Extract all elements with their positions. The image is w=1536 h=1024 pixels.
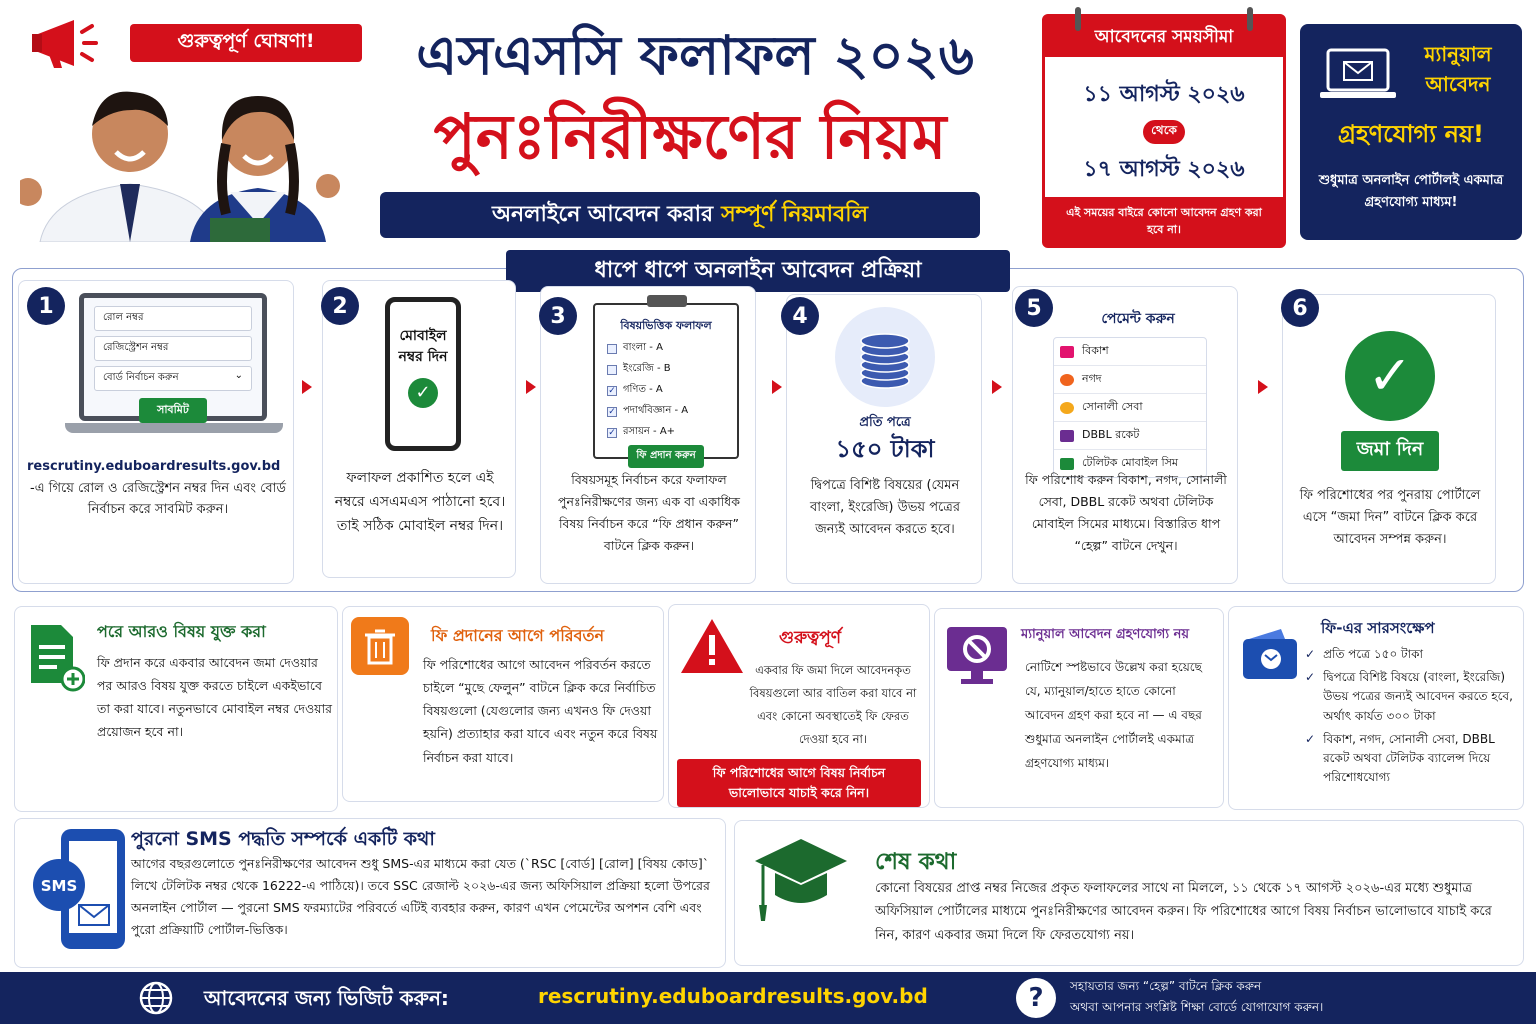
footer-help-1: সহায়তার জন্য “হেল্প” বাটনে ক্লিক করুন — [1070, 979, 1262, 993]
subject-row[interactable] — [607, 382, 725, 399]
fee-amount: ১৫০ টাকা — [835, 435, 935, 463]
checkmark-icon: ✓ — [1305, 647, 1316, 661]
step-card-2 — [322, 280, 516, 578]
title-line-2: পুনঃনিরীক্ষণের নিয়ম — [433, 100, 947, 173]
step-card-5 — [1012, 286, 1238, 584]
manual-line-2: আবেদন — [1425, 72, 1491, 96]
info-body: ফি প্রদান করে একবার আবেদন জমা দেওয়ার পর আরও বিষয় যুক্ত করতে চাইলে একইভাবে তা করা যাবে। নতুনভাবে মোবাইল নম্বর দেওয়ার প্রয়োজন হবে না। — [97, 655, 333, 740]
subject-label: বাংলা - A — [623, 342, 663, 353]
payment-method-label: DBBL রকেট — [1082, 428, 1140, 441]
badge-text: গুরুত্বপূর্ণ ঘোষণা! — [130, 24, 362, 62]
announcement-badge — [30, 14, 334, 72]
portal-link[interactable]: rescrutiny.eduboardresults.gov.bd — [27, 459, 281, 474]
subject-row[interactable] — [607, 403, 725, 420]
payment-methods — [1053, 337, 1207, 478]
laptop-form — [79, 293, 267, 421]
payment-method-label: টেলিটক মোবাইল সিম — [1082, 456, 1178, 469]
step-card-6 — [1282, 294, 1496, 584]
subject-label: রসায়ন - A+ — [623, 426, 676, 437]
subtitle-banner — [380, 192, 980, 238]
clipboard — [593, 303, 739, 459]
subtitle-part-b: সম্পূর্ণ নিয়মাবলি — [721, 201, 868, 227]
phone-icon — [385, 297, 461, 451]
phone-label: মোবাইল নম্বর দিন — [398, 328, 448, 365]
payment-method[interactable] — [1054, 366, 1206, 394]
info-card-add-subject — [14, 606, 338, 812]
subject-label: ইংরেজি - B — [623, 363, 671, 374]
list-item — [1305, 645, 1521, 664]
info-title: ম্যানুয়াল আবেদন গ্রহণযোগ্য নয় — [1021, 627, 1190, 642]
manual-not-accepted-panel — [1300, 24, 1522, 240]
laptop-base — [65, 423, 283, 433]
submit-button[interactable]: সাবমিট — [139, 398, 207, 423]
payment-method-label: নগদ — [1082, 372, 1102, 385]
check-circle-icon: ✓ — [408, 378, 438, 408]
step-number: 4 — [781, 297, 819, 335]
laptop-mail-icon — [1318, 46, 1398, 106]
step-desc: ফি পরিশোধ করুন বিকাশ, নগদ, সোনালী সেবা, DBBL রকেট অথবা টেলিটক মোবাইল সিমের মাধ্যমে। বিস্তারিত ধাপ “হেল্প” বাটনে দেখুন। — [1025, 472, 1227, 553]
info-body: ফি পরিশোধের আগে আবেদন পরিবর্তন করতে চাইলে “মুছে ফেলুন” বাটনে ক্লিক করে নির্বাচিত বিষয়গুলো (যেগুলোর জন্য এখনও ফি দেওয়া হয়নি) প্রত্যাহার করা যাবে এবং নতুন করে বিষয় নির্বাচন করা যাবে। — [423, 657, 658, 765]
megaphone-icon — [30, 14, 108, 72]
info-body: একবার ফি জমা দিলে আবেদনকৃত বিষয়গুলো আর বাতিল করা যাবে না এবং কোনো অবস্থাতেই ফি ফেরত দেওয়া হবে না। — [749, 663, 917, 746]
sonali-icon — [1060, 402, 1074, 414]
students-illustration — [20, 74, 340, 242]
bkash-icon — [1060, 346, 1074, 358]
info-title: পরে আরও বিষয় যুক্ত করা — [97, 622, 266, 641]
coins-icon — [835, 307, 935, 407]
trash-icon — [351, 617, 409, 675]
board-select[interactable] — [94, 366, 252, 391]
deadline-mid: থেকে — [1143, 120, 1185, 144]
clip-title: বিষয়ভিত্তিক ফলাফল — [620, 319, 712, 332]
sms-note-card — [14, 818, 726, 968]
step-card-4 — [786, 294, 982, 584]
sms-body: আগের বছরগুলোতে পুনঃনিরীক্ষণের আবেদন শুধু SMS-এর মাধ্যমে করা যেত (`RSC [বোর্ড] [রোল] [বিষয় কোড]` লিখে টেলিটক নম্বর থেকে 16222-এ পাঠিয়ে)। তবে SSC রেজাল্ট ২০২৬-এর জন্য অফিসিয়াল প্রক্রিয়া হলো উপরের অনলাইন পোর্টাল — পুরনো SMS ফরম্যাটের পরিবর্তে এটিই ব্যবহার করুন, কারণ এখন পেমেন্টের অপশন বেশি এবং পুরো প্রক্রিয়াটি পোর্টাল-ভিত্তিক। — [131, 856, 710, 937]
check-circle-icon: ✓ — [1345, 331, 1435, 421]
final-body: কোনো বিষয়ের প্রাপ্ত নম্বর নিজের প্রকৃত ফলাফলের সাথে না মিললে, ১১ থেকে ১৭ আগস্ট ২০২৬-এর মধ্যে শুধুমাত্র অফিসিয়াল পোর্টালের মাধ্যমে পুনঃনিরীক্ষণের আবেদন করুন। ফি পরিশোধের আগে বিষয় নির্বাচন ভালোভাবে যাচাই করে নিন, কারণ একবার জমা দিলে ফি ফেরতযোগ্য নয়। — [875, 881, 1492, 943]
per-paper-label: প্রতি পত্রে — [859, 415, 911, 430]
step-number: 1 — [27, 287, 65, 325]
deadline-calendar — [1042, 14, 1286, 248]
document-add-icon — [27, 623, 85, 693]
checkmark-icon: ✓ — [1305, 731, 1316, 746]
info-card-manual — [934, 608, 1224, 808]
info-title: ফি প্রদানের আগে পরিবর্তন — [431, 626, 605, 645]
registration-field[interactable]: রেজিস্ট্রেশন নম্বর — [94, 336, 252, 361]
checkbox-icon — [607, 365, 617, 375]
list-item-text: দ্বিপত্রে বিশিষ্ট বিষয়ে (বাংলা, ইংরেজি) উভয় পত্রের জন্যই আবেদন করতে হবে, অর্থাৎ কার্যত ৩০০ টাকা — [1323, 670, 1513, 723]
payment-method[interactable] — [1054, 394, 1206, 422]
step-desc: -এ গিয়ে রোল ও রেজিস্ট্রেশন নম্বর দিন এবং বোর্ড নির্বাচন করে সাবমিট করুন। — [30, 481, 286, 517]
deadline-to: ১৭ আগস্ট ২০২৬ — [1083, 157, 1245, 182]
wallet-icon — [1241, 627, 1301, 681]
step-card-3 — [540, 286, 756, 584]
payment-method[interactable] — [1054, 338, 1206, 366]
manual-line-3: গ্রহণযোগ্য নয়! — [1338, 120, 1484, 148]
fee-summary-list — [1305, 645, 1521, 787]
step-desc: ফি পরিশোধের পর পুনরায় পোর্টালে এসে “জমা দিন” বাটনে ক্লিক করে আবেদন সম্পন্ন করুন। — [1299, 488, 1481, 548]
rocket-icon — [1060, 430, 1074, 442]
step-desc: ফলাফল প্রকাশিত হলে এই নম্বরে এসএমএস পাঠানো হবে। তাই সঠিক মোবাইল নম্বর দিন। — [334, 470, 506, 534]
list-item-text: প্রতি পত্রে ১৫০ টাকা — [1323, 647, 1423, 661]
step-number: 6 — [1281, 289, 1319, 327]
payment-method-label: সোনালী সেবা — [1082, 400, 1143, 413]
step-number: 5 — [1015, 289, 1053, 327]
manual-note: শুধুমাত্র অনলাইন পোর্টালই একমাত্র গ্রহণযোগ্য মাধ্যম! — [1318, 173, 1504, 211]
checkbox-checked-icon: ✓ — [608, 385, 616, 396]
warning-icon — [679, 617, 745, 675]
graduation-cap-icon — [753, 833, 849, 923]
title-line-1: এসএসসি ফলাফল ২০২৬ — [416, 23, 974, 87]
subject-label: পদার্থবিজ্ঞান - A — [623, 405, 689, 416]
subject-row[interactable] — [607, 340, 725, 357]
info-card-important — [668, 604, 930, 808]
help-icon[interactable]: ? — [1016, 978, 1056, 1018]
pay-fee-button[interactable]: ফি প্রদান করুন — [628, 445, 703, 468]
step-number: 2 — [321, 287, 359, 325]
payment-method[interactable] — [1054, 422, 1206, 450]
arrow-right-icon — [992, 380, 1002, 394]
manual-line-1: ম্যানুয়াল — [1424, 42, 1492, 66]
step-desc: দ্বিপত্রে বিশিষ্ট বিষয়ের (যেমন বাংলা, ইংরেজি) উভয় পত্রের জন্যই আবেদন করতে হবে। — [810, 478, 960, 538]
footer-link[interactable]: rescrutiny.eduboardresults.gov.bd — [538, 984, 928, 1008]
info-alert: ফি পরিশোধের আগে বিষয় নির্বাচন ভালোভাবে যাচাই করে নিন। — [677, 759, 921, 807]
final-title: শেষ কথা — [875, 849, 957, 875]
arrow-right-icon — [1258, 380, 1268, 394]
sms-title: পুরনো SMS পদ্ধতি সম্পর্কে একটি কথা — [131, 828, 435, 850]
list-item — [1305, 730, 1521, 788]
subtitle-part-a: অনলাইনে আবেদন করার — [491, 201, 714, 227]
steps-title: ধাপে ধাপে অনলাইন আবেদন প্রক্রিয়া — [506, 250, 1010, 292]
arrow-right-icon — [302, 380, 312, 394]
checkmark-icon: ✓ — [1305, 670, 1316, 685]
checkbox-checked-icon: ✓ — [608, 406, 616, 417]
info-card-fee-summary — [1228, 606, 1524, 810]
list-item-text: বিকাশ, নগদ, সোনালী সেবা, DBBL রকেট অথবা টেলিটক ব্যালেন্স দিয়ে পরিশোধযোগ্য — [1323, 731, 1495, 785]
footer-help-2: অথবা আপনার সংশ্লিষ্ট শিক্ষা বোর্ডে যোগাযোগ করুন। — [1070, 1000, 1324, 1014]
payment-method-label: বিকাশ — [1082, 344, 1109, 357]
deadline-from: ১১ আগস্ট ২০২৬ — [1083, 82, 1245, 107]
submit-final-button[interactable]: জমা দিন — [1341, 431, 1439, 471]
info-title: ফি-এর সারসংক্ষেপ — [1321, 619, 1435, 637]
deadline-title: আবেদনের সময়সীমা — [1045, 17, 1283, 57]
globe-icon — [138, 980, 174, 1016]
info-title: গুরুত্বপূর্ণ — [779, 628, 842, 648]
teletalk-icon — [1060, 458, 1074, 470]
footer-label: আবেদনের জন্য ভিজিট করুন: — [204, 986, 449, 1010]
chevron-down-icon: ⌄ — [234, 370, 243, 381]
checkbox-checked-icon: ✓ — [608, 427, 616, 438]
info-body: নোটিশে স্পষ্টভাবে উল্লেখ করা হয়েছে যে, ম্যানুয়াল/হাতে হাতে কোনো আবেদন গ্রহণ করা হবে না — এ বছর শুধুমাত্র অনলাইন পোর্টালই একমাত্র গ্রহণযোগ্য মাধ্যম। — [1025, 660, 1202, 770]
step-number: 3 — [539, 297, 577, 335]
arrow-right-icon — [526, 380, 536, 394]
board-select-label: বোর্ড নির্বাচন করুন — [103, 372, 179, 383]
final-note-card — [734, 820, 1524, 966]
subject-label: গণিত - A — [623, 384, 663, 395]
monitor-prohibited-icon — [945, 623, 1009, 687]
list-item — [1305, 668, 1521, 726]
checkbox-icon — [607, 344, 617, 354]
deadline-note: এই সময়ের বাইরে কোনো আবেদন গ্রহণ করা হবে না। — [1045, 197, 1283, 245]
step-desc: বিষয়সমূহ নির্বাচন করে ফলাফল পুনঃনিরীক্ষণের জন্য এক বা একাধিক বিষয় নির্বাচন করে “ফি প্রধান করুন” বাটনে ক্লিক করুন। — [558, 472, 740, 553]
step-card-1 — [18, 280, 294, 584]
info-card-change-before-fee — [342, 606, 664, 802]
subject-row[interactable] — [607, 424, 725, 441]
footer-bar — [0, 972, 1536, 1024]
payment-title: পেমেন্ট করুন — [1101, 311, 1175, 327]
arrow-right-icon — [772, 380, 782, 394]
nagad-icon — [1060, 374, 1074, 386]
calendar-ring-icon — [1075, 7, 1081, 31]
calendar-ring-icon — [1247, 7, 1253, 31]
subject-row[interactable] — [607, 361, 725, 378]
roll-field[interactable]: রোল নম্বর — [94, 306, 252, 331]
clipboard-clip-icon — [647, 295, 687, 307]
sms-icon-label: SMS — [40, 877, 78, 895]
phone-sms-icon — [29, 827, 129, 955]
